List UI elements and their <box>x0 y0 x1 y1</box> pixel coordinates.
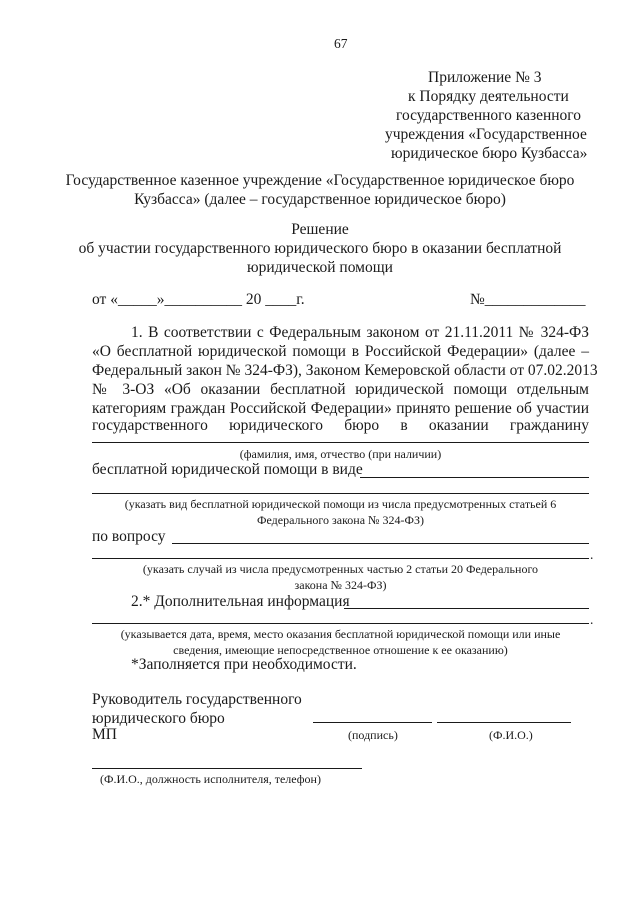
paragraph-word: юридического <box>229 417 324 434</box>
paragraph-line: Федеральный закон № 324-ФЗ), Законом Кемеровской области от 07.02.2013 <box>92 362 598 379</box>
help-type-caption: (указать вид бесплатной юридической помощи из числа предусмотренных статьей 6 <box>124 497 557 511</box>
question-caption: закона № 324-ФЗ) <box>294 578 387 592</box>
fio-signature-caption: (Ф.И.О.) <box>489 728 533 742</box>
additional-period: . <box>590 612 594 627</box>
question-caption: (указать случай из числа предусмотренных частью 2 статьи 20 Федерального <box>142 562 539 576</box>
fio-signature-blank-line[interactable] <box>437 722 571 723</box>
paragraph-line: 1. В соответствии с Федеральным законом от 21.11.2011 № 324-ФЗ <box>131 324 589 341</box>
paragraph-word: бюро <box>344 417 380 434</box>
signature-blank-line[interactable] <box>313 722 432 723</box>
number-field: №_____________ <box>470 291 586 308</box>
paragraph-word: в <box>400 417 408 434</box>
help-type-blank-line-2[interactable] <box>92 493 589 494</box>
document-subtitle: юридической помощи <box>247 259 393 276</box>
stamp-label: МП <box>92 726 117 743</box>
fio-caption: (фамилия, имя, отчество (при наличии) <box>239 447 442 461</box>
help-type-label: бесплатной юридической помощи в виде <box>92 461 363 478</box>
paragraph-word: оказании <box>428 417 489 434</box>
paragraph-line: «О бесплатной юридической помощи в Российской Федерации» (далее – <box>92 343 589 360</box>
signature-caption: (подпись) <box>348 728 398 742</box>
paragraph-word: гражданину <box>509 417 589 434</box>
institution-name: Государственное казенное учреждение «Государственное юридическое бюро <box>65 172 575 189</box>
document-title: Решение <box>291 221 349 238</box>
executor-caption: (Ф.И.О., должность исполнителя, телефон) <box>100 772 321 786</box>
date-field: от «_____»__________ 20 ____г. <box>92 291 305 308</box>
question-blank-line[interactable] <box>172 543 589 544</box>
appendix-line: государственного казенного <box>396 107 582 124</box>
page-number: 67 <box>334 36 348 51</box>
appendix-line: к Порядку деятельности <box>408 88 569 105</box>
additional-info-caption: сведения, имеющие непосредственное отношение к ее оказанию) <box>173 643 508 657</box>
institution-name: Кузбасса» (далее – государственное юридическое бюро) <box>134 191 506 208</box>
executor-blank-line[interactable] <box>92 768 362 769</box>
fio-blank-line[interactable] <box>92 442 589 443</box>
footnote: *Заполняется при необходимости. <box>131 656 357 673</box>
paragraph-line: категориям граждан Российской Федерации» принято решение об участии <box>92 400 589 417</box>
additional-info-blank-line-2[interactable] <box>92 623 589 624</box>
appendix-line: учреждения «Государственное <box>385 126 587 143</box>
paragraph-line: № 3-ОЗ «Об оказании бесплатной юридической помощи отдельным <box>92 381 589 398</box>
additional-info-blank-line[interactable] <box>344 608 589 609</box>
paragraph-word: государственного <box>92 417 208 434</box>
document-subtitle: об участии государственного юридического бюро в оказании бесплатной <box>78 240 562 257</box>
question-blank-line-2[interactable] <box>92 558 589 559</box>
help-type-blank-line[interactable] <box>360 477 589 478</box>
appendix-line: Приложение № 3 <box>428 69 542 86</box>
additional-info-caption: (указывается дата, время, место оказания бесплатной юридической помощи или иные <box>120 627 561 641</box>
additional-info-label: 2.* Дополнительная информация <box>131 593 350 610</box>
question-period: . <box>590 547 594 562</box>
paragraph-line <box>92 417 589 435</box>
help-type-caption: Федерального закона № 324-ФЗ) <box>257 513 424 527</box>
question-label: по вопросу <box>92 528 166 545</box>
head-title: юридического бюро <box>92 710 225 727</box>
head-title: Руководитель государственного <box>92 691 302 708</box>
appendix-line: юридическое бюро Кузбасса» <box>391 145 588 162</box>
